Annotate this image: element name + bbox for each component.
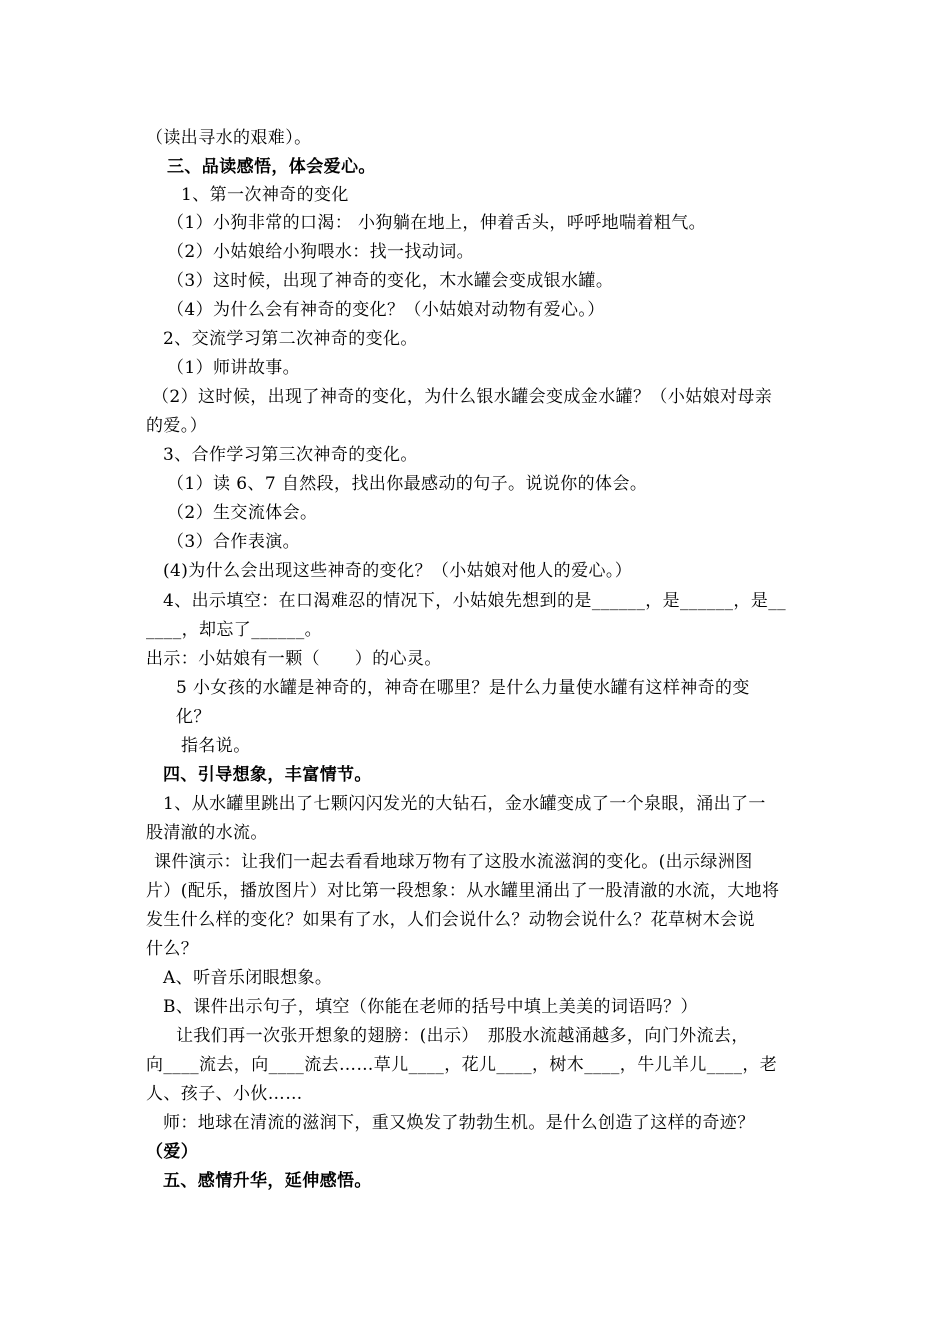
text-line-21: 化？ — [176, 707, 211, 727]
text-line-19: 出示：小姑娘有一颗（ ）的心灵。 — [146, 649, 442, 669]
text-line-1: （读出寻水的艰难）。 — [146, 128, 312, 148]
text-line-35: 师：地球在清流的滋润下，重又焕发了勃勃生机。是什么创造了这样的奇迹？ — [163, 1113, 755, 1133]
section-heading-5: 五、感情升华，延伸感悟。 — [163, 1171, 372, 1191]
text-line-6: （3）这时候，出现了神奇的变化，木水罐会变成银水罐。 — [167, 271, 614, 291]
text-line-31: B、课件出示句子，填空（你能在老师的括号中填上美美的词语吗？） — [163, 997, 698, 1017]
text-line-16: (4)为什么会出现这些神奇的变化？（小姑娘对他人的爱心。） — [163, 561, 633, 581]
text-line-34: 人、孩子、小伙…… — [146, 1084, 303, 1104]
text-line-29: 什么？ — [146, 939, 199, 959]
text-line-36: （爱） — [146, 1142, 199, 1162]
text-line-4: （1）小狗非常的口渴： 小狗躺在地上，伸着舌头，呼呼地喘着粗气。 — [167, 213, 707, 233]
text-line-12: 3、合作学习第三次神奇的变化。 — [163, 445, 418, 465]
text-line-5: （2）小姑娘给小狗喂水：找一找动词。 — [167, 242, 475, 262]
text-line-14: （2）生交流体会。 — [167, 503, 318, 523]
text-line-13: （1）读 6、7 自然段，找出你最感动的句子。说说你的体会。 — [167, 474, 648, 494]
text-line-7: （4）为什么会有神奇的变化？（小姑娘对动物有爱心。） — [167, 300, 605, 320]
text-line-9: （1）师讲故事。 — [167, 358, 301, 378]
text-line-24: 1、从水罐里跳出了七颗闪闪发光的大钻石，金水罐变成了一个泉眼，涌出了一 — [163, 794, 766, 814]
text-line-18: ____，却忘了______。 — [146, 620, 322, 640]
text-line-30: A、听音乐闭眼想象。 — [163, 968, 333, 988]
text-line-28: 发生什么样的变化？如果有了水，人们会说什么？动物会说什么？花草树木会说 — [146, 910, 755, 930]
text-line-10: （2）这时候，出现了神奇的变化，为什么银水罐会变成金水罐？（小姑娘对母亲 — [152, 387, 773, 407]
section-heading-4: 四、引导想象，丰富情节。 — [163, 765, 372, 785]
text-line-20: 5 小女孩的水罐是神奇的，神奇在哪里？是什么力量使水罐有这样神奇的变 — [176, 678, 750, 698]
text-line-22: 指名说。 — [181, 736, 251, 756]
text-line-17: 4、出示填空：在口渴难忍的情况下，小姑娘先想到的是______，是______，是__ — [163, 591, 787, 611]
section-heading-3: 三、品读感悟，体会爱心。 — [167, 157, 376, 177]
text-line-15: （3）合作表演。 — [167, 532, 301, 552]
text-line-26: 课件演示：让我们一起去看看地球万物有了这股水流滋润的变化。(出示绿洲图 — [154, 852, 753, 872]
text-line-33: 向____流去，向____流去……草儿____，花儿____，树木____，牛儿羊儿____，老 — [146, 1055, 778, 1075]
text-line-11: 的爱。） — [146, 416, 208, 436]
text-line-25: 股清澈的水流。 — [146, 823, 268, 843]
text-line-3: 1、第一次神奇的变化 — [181, 185, 349, 205]
text-line-8: 2、交流学习第二次神奇的变化。 — [163, 329, 418, 349]
text-line-32: 让我们再一次张开想象的翅膀：(出示） 那股水流越涌越多，向门外流去， — [176, 1026, 749, 1046]
text-line-27: 片）(配乐，播放图片）对比第一段想象：从水罐里涌出了一股清澈的水流，大地将 — [146, 881, 780, 901]
